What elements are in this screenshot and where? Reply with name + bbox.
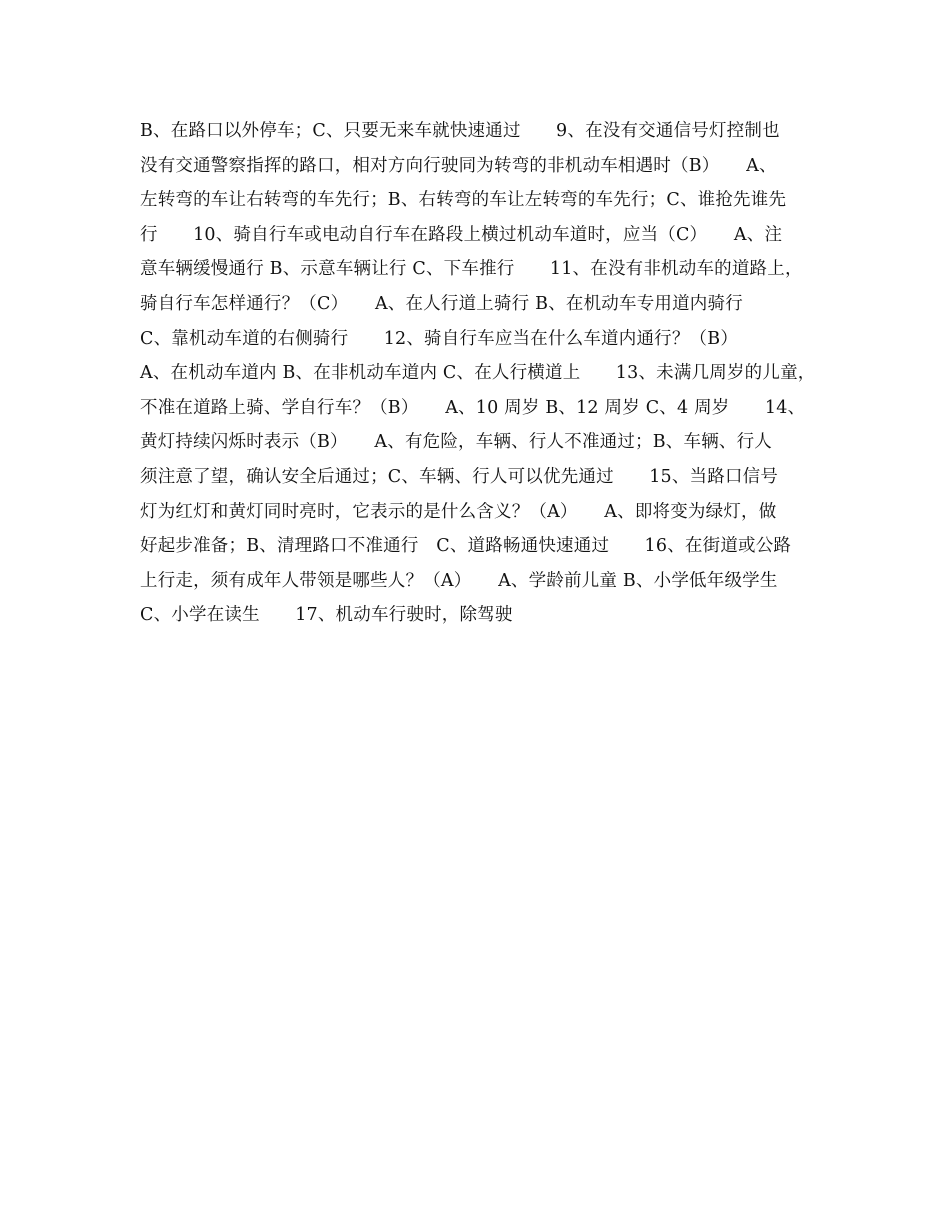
text-line: 灯为红灯和黄灯同时亮时，它表示的是什么含义？（A） A、即将变为绿灯，做 [140,501,777,522]
text-line: 左转弯的车让右转弯的车先行；B、右转弯的车让左转弯的车先行；C、谁抢先谁先 [140,190,787,211]
text-line: A、在机动车道内 B、在非机动车道内 C、在人行横道上 13、未满几周岁的儿童， [140,363,816,384]
text-line: 好起步准备；B、清理路口不准通行 C、道路畅通快速通过 16、在街道或公路 [140,536,792,557]
text-line: 没有交通警察指挥的路口，相对方向行驶同为转弯的非机动车相遇时（B） A、 [140,155,777,176]
text-line: 不准在道路上骑、学自行车？（B） A、10 周岁 B、12 周岁 C、4 周岁 14、 [140,397,806,418]
text-line: C、靠机动车道的右侧骑行 12、骑自行车应当在什么车道内通行？（B） [140,328,739,349]
text-line: 行 10、骑自行车或电动自行车在路段上横过机动车道时，应当（C） A、注 [140,224,783,245]
text-line: B、在路口以外停车；C、只要无来车就快速通过 9、在没有交通信号灯控制也 [140,121,780,141]
text-line: 上行走，须有成年人带领是哪些人？（A） A、学龄前儿童 B、小学低年级学生 [140,570,778,591]
text-line: 意车辆缓慢通行 B、示意车辆让行 C、下车推行 11、在没有非机动车的道路上， [140,259,803,280]
text-line: C、小学在读生 17、机动车行驶时，除驾驶 [140,605,513,626]
text-line: 须注意了望，确认安全后通过；C、车辆、行人可以优先通过 15、当路口信号 [140,466,779,487]
body-text [140,114,830,633]
text-line: 黄灯持续闪烁时表示（B） A、有危险，车辆、行人不准通过；B、车辆、行人 [140,432,773,453]
text-line: 骑自行车怎样通行？（C） A、在人行道上骑行 B、在机动车专用道内骑行 [140,293,743,314]
